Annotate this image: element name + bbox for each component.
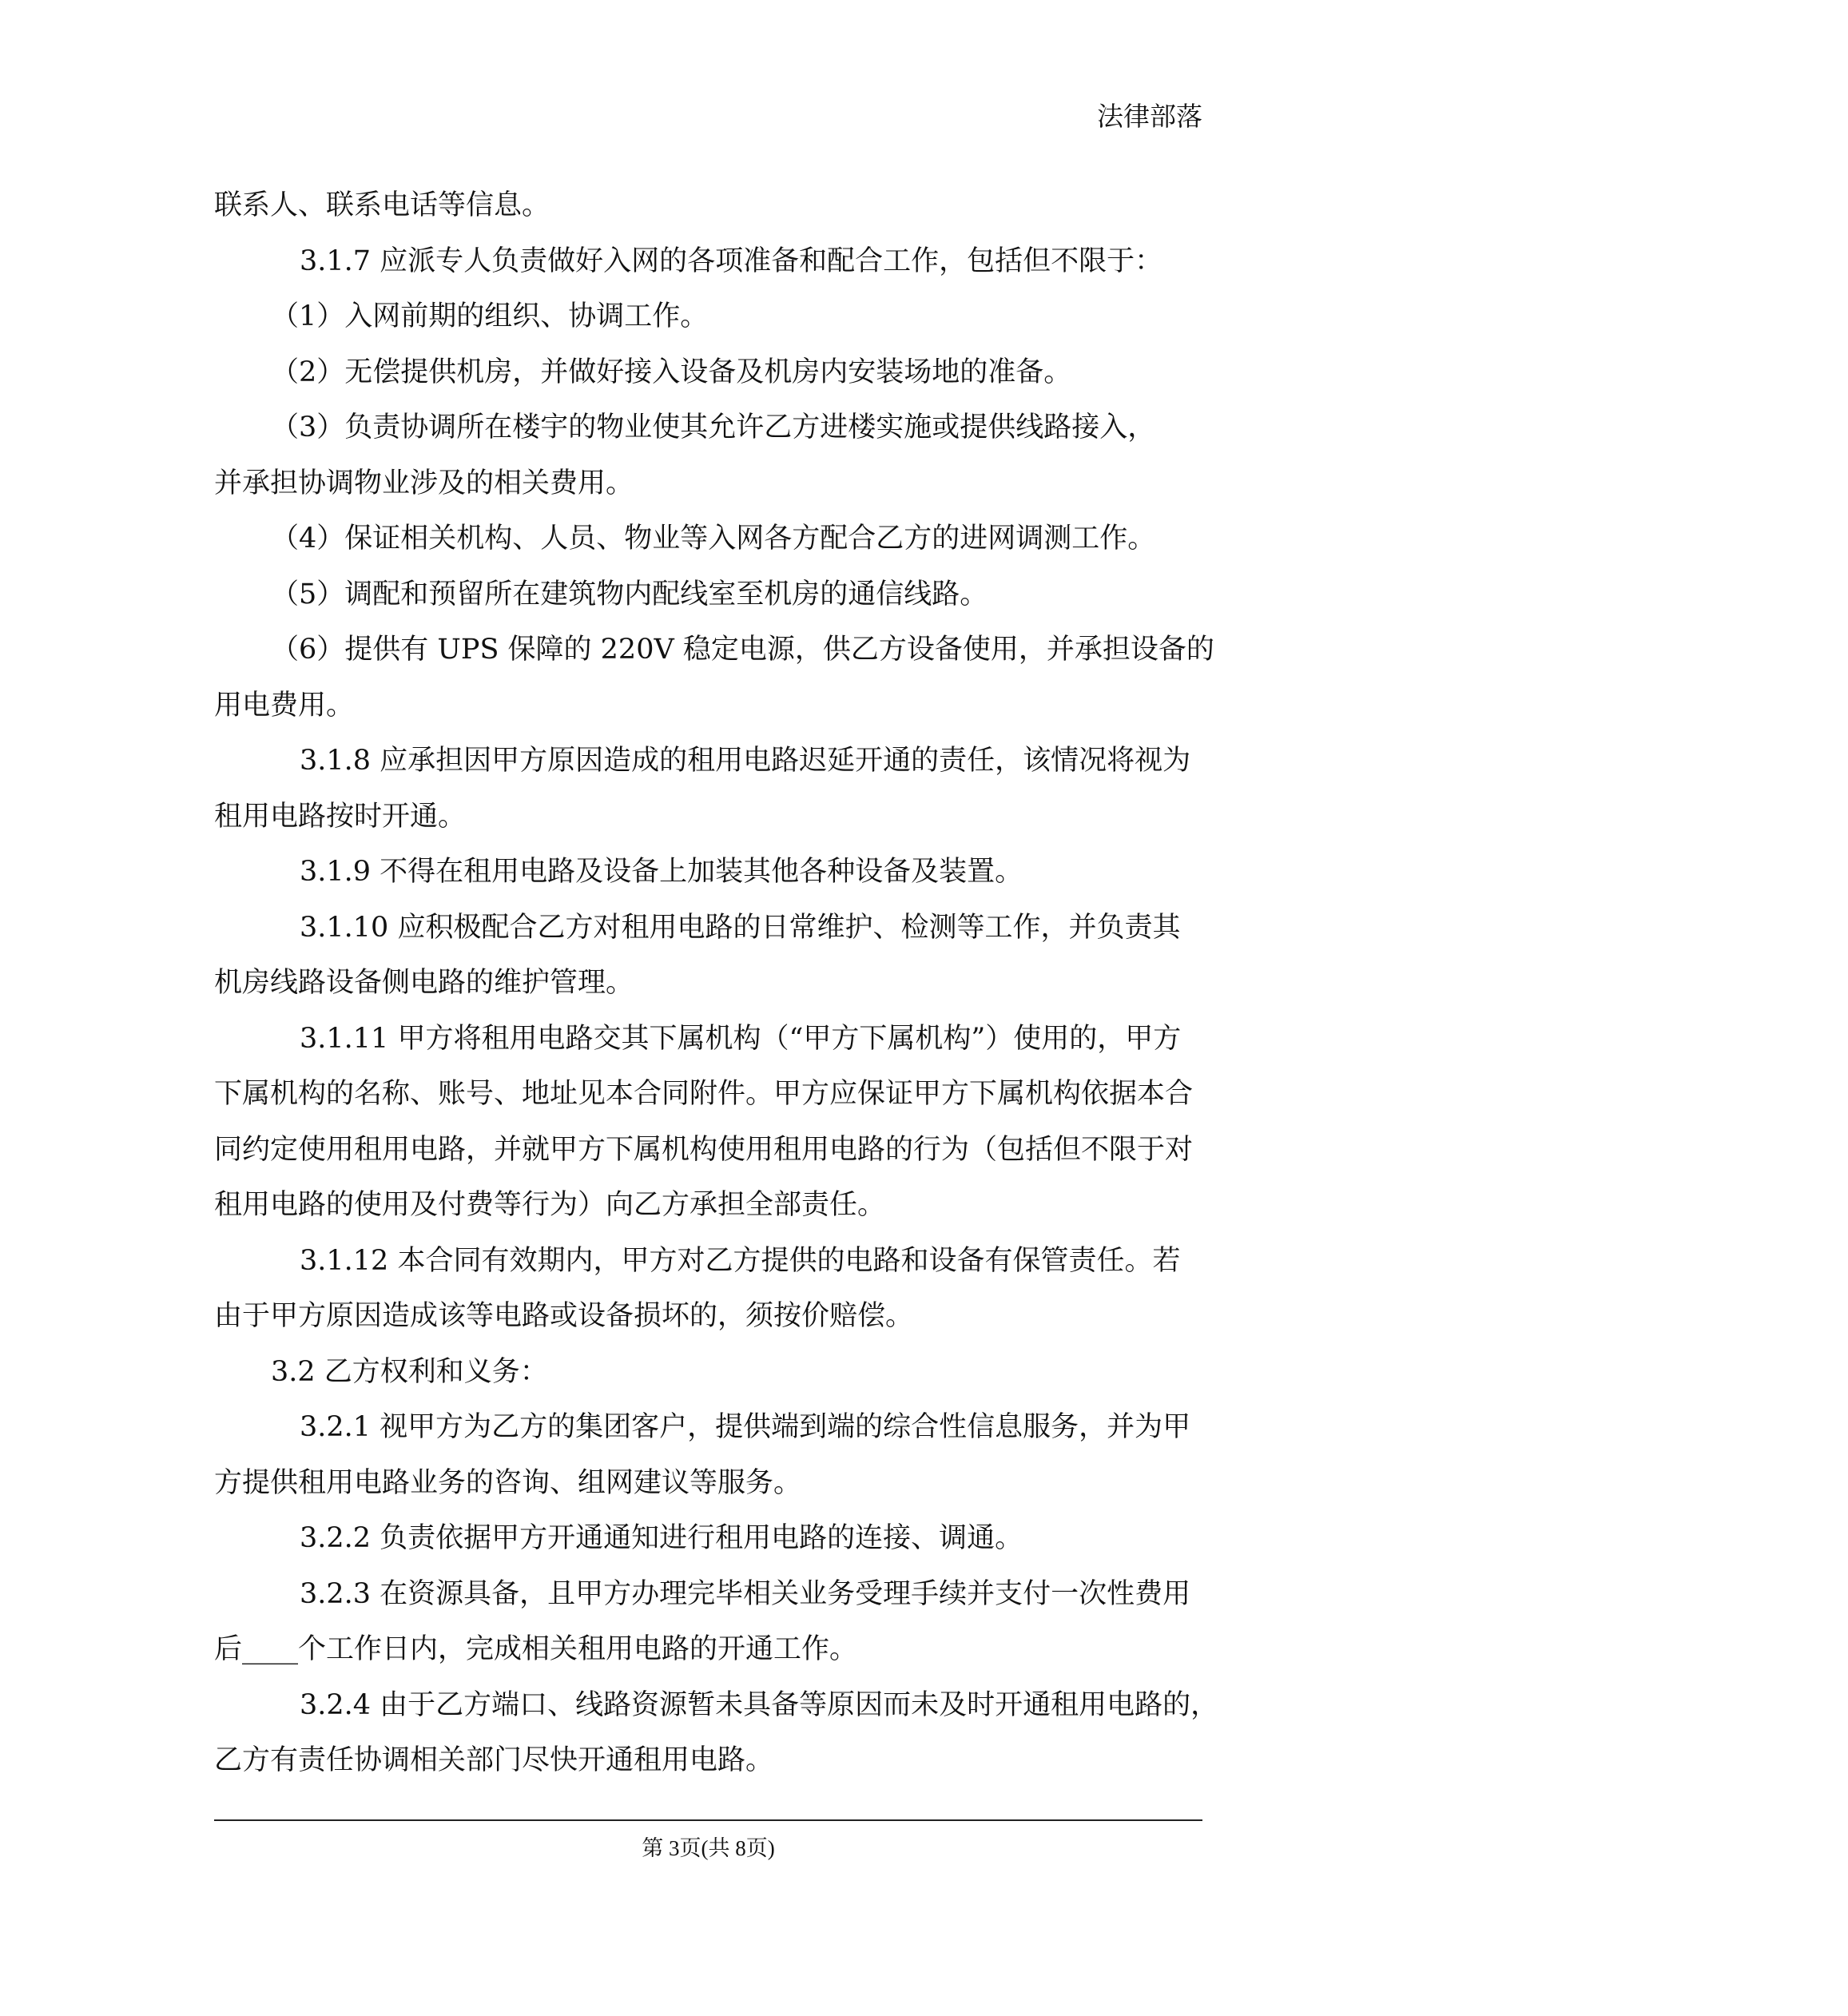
footer-divider xyxy=(214,1819,1202,1821)
text-line: （2）无偿提供机房，并做好接入设备及机房内安装场地的准备。 xyxy=(271,356,1072,388)
text-line: （3）负责协调所在楼宇的物业使其允许乙方进楼实施或提供线路接入， xyxy=(271,412,1156,443)
text-line: 用电费用。 xyxy=(214,689,355,722)
text-line: 机房线路设备侧电路的维护管理。 xyxy=(214,967,634,999)
text-line: 3.2.3 在资源具备，且甲方办理完毕相关业务受理手续并支付一次性费用 xyxy=(300,1577,1191,1610)
text-line: 3.1.12 本合同有效期内，甲方对乙方提供的电路和设备有保管责任。若 xyxy=(300,1244,1181,1277)
text-line: 租用电路的使用及付费等行为）向乙方承担全部责任。 xyxy=(214,1189,886,1221)
text-line: （5）调配和预留所在建筑物内配线室至机房的通信线路。 xyxy=(271,578,988,610)
text-line: 并承担协调物业涉及的相关费用。 xyxy=(214,467,634,499)
text-line: （1）入网前期的组织、协调工作。 xyxy=(271,300,709,332)
text-line: 下属机构的名称、账号、地址见本合同附件。甲方应保证甲方下属机构依据本合 xyxy=(214,1078,1194,1110)
text-line: 3.2.2 负责依据甲方开通通知进行租用电路的连接、调通。 xyxy=(300,1522,1023,1554)
document-body xyxy=(214,178,1219,1789)
text-line: 3.2 乙方权利和义务： xyxy=(271,1355,548,1388)
text-line: 租用电路按时开通。 xyxy=(214,800,467,833)
text-line: 3.1.9 不得在租用电路及设备上加装其他各种设备及装置。 xyxy=(300,856,1023,888)
text-line: 3.2.4 由于乙方端口、线路资源暂未具备等原因而未及时开通租用电路的， xyxy=(300,1688,1219,1721)
header-brand: 法律部落 xyxy=(1097,101,1202,132)
text-line: 3.1.7 应派专人负责做好入网的各项准备和配合工作，包括但不限于： xyxy=(300,245,1163,277)
text-line: 3.1.8 应承担因甲方原因造成的租用电路迟延开通的责任，该情况将视为 xyxy=(300,745,1191,777)
text-line: 由于甲方原因造成该等电路或设备损坏的，须按价赔偿。 xyxy=(214,1300,914,1332)
text-line: 3.1.11 甲方将租用电路交其下属机构（“甲方下属机构”）使用的，甲方 xyxy=(300,1022,1182,1055)
text-line: 后____个工作日内，完成相关租用电路的开通工作。 xyxy=(214,1633,858,1665)
text-line: 同约定使用租用电路，并就甲方下属机构使用租用电路的行为（包括但不限于对 xyxy=(214,1133,1194,1166)
text-line: 联系人、联系电话等信息。 xyxy=(214,189,550,221)
text-line: （4）保证相关机构、人员、物业等入网各方配合乙方的进网调测工作。 xyxy=(271,523,1156,555)
text-line: 3.1.10 应积极配合乙方对租用电路的日常维护、检测等工作，并负责其 xyxy=(300,911,1181,944)
text-line: 方提供租用电路业务的咨询、组网建议等服务。 xyxy=(214,1466,802,1499)
text-line: 乙方有责任协调相关部门尽快开通租用电路。 xyxy=(214,1744,774,1776)
text-line: （6）提供有 UPS 保障的 220V 稳定电源，供乙方设备使用，并承担设备的 xyxy=(271,634,1214,666)
text-line: 3.2.1 视甲方为乙方的集团客户，提供端到端的综合性信息服务，并为甲 xyxy=(300,1411,1191,1443)
page-number: 第 3页(共 8页) xyxy=(642,1836,775,1860)
